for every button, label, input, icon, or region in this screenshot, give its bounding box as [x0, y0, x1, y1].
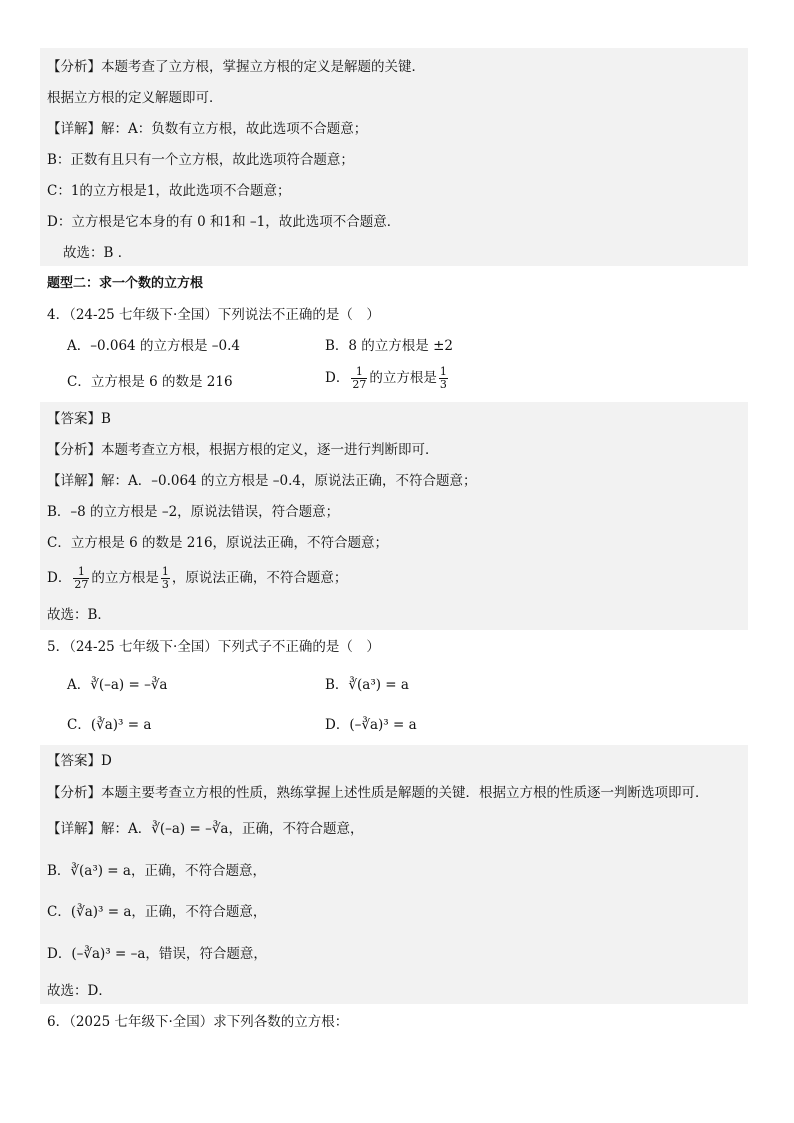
fraction [351, 366, 367, 391]
q4-option-d [325, 366, 450, 391]
q5-detail-d: D．(–∛a)³ = –a，错误，符合题意， [47, 946, 267, 962]
q5-option-b: B．∛(a³) = a [325, 677, 409, 693]
q3-detail-c: C：1的立方根是1，故此选项不合题意； [47, 183, 291, 199]
q4-detail-d-mid: 的立方根是 [91, 570, 159, 586]
fraction-denominator: 27 [352, 378, 367, 391]
q4-analysis: 【分析】本题考查立方根，根据方根的定义，逐一进行判断即可． [47, 442, 439, 458]
q4-option-c: C．立方根是 6 的数是 216 [67, 374, 233, 390]
fraction [73, 566, 89, 591]
q3-method: 根据立方根的定义解题即可． [47, 90, 223, 106]
q4-detail-b: B．–8 的立方根是 –2，原说法错误，符合题意； [47, 504, 340, 520]
q5-choose: 故选：D． [47, 983, 112, 999]
q4-detail-d [47, 566, 347, 591]
q4-stem: 4．（24-25 七年级下·全国）下列说法不正确的是（ ） [47, 307, 380, 323]
fraction-denominator: 27 [74, 578, 89, 591]
fraction [161, 566, 170, 591]
fraction-numerator: 1 [351, 366, 367, 379]
q5-stem: 5．（24-25 七年级下·全国）下列式子不正确的是（ ） [47, 639, 380, 655]
q5-detail-a: 【详解】解：A．∛(–a) = –∛a，正确，不符合题意， [47, 821, 364, 837]
fraction [439, 366, 448, 391]
q4-detail-d-prefix: D． [47, 570, 72, 586]
q3-choose: 故选：B ． [63, 245, 132, 261]
section-title: 题型二：求一个数的立方根 [47, 276, 204, 291]
q3-analysis: 【分析】本题考查了立方根，掌握立方根的定义是解题的关键． [47, 59, 425, 75]
fraction-denominator: 3 [439, 378, 447, 391]
q5-option-a: A．∛(–a) = –∛a [67, 677, 168, 693]
q5-detail-c: C．(∛a)³ = a，正确，不符合题意， [47, 904, 267, 920]
q4-option-d-prefix: D． [325, 370, 350, 386]
q4-choose: 故选：B． [47, 607, 111, 623]
q4-detail-d-suffix: ，原说法正确，不符合题意； [171, 570, 348, 586]
q5-detail-b: B．∛(a³) = a，正确，不符合题意， [47, 863, 266, 879]
q4-option-b: B．8 的立方根是 ±2 [325, 338, 453, 354]
q3-detail-b: B：正数有且只有一个立方根，故此选项符合题意； [47, 152, 354, 168]
q3-detail-d: D：立方根是它本身的有 0 和1和 –1，故此选项不合题意． [47, 214, 401, 230]
fraction-numerator: 1 [161, 565, 169, 578]
fraction-numerator: 1 [439, 365, 447, 378]
fraction-numerator: 1 [73, 566, 89, 579]
q4-answer: 【答案】B [47, 411, 111, 427]
q4-detail-a: 【详解】解：A．–0.064 的立方根是 –0.4，原说法正确，不符合题意； [47, 473, 477, 489]
q5-option-d: D．(–∛a)³ = a [325, 717, 417, 733]
q4-detail-c: C．立方根是 6 的数是 216，原说法正确，不符合题意； [47, 535, 389, 551]
q6-stem: 6．（2025 七年级下·全国）求下列各数的立方根： [47, 1014, 349, 1030]
q4-option-a: A．–0.064 的立方根是 –0.4 [67, 338, 240, 354]
q5-option-c: C．(∛a)³ = a [67, 717, 152, 733]
q5-answer: 【答案】D [47, 753, 112, 769]
fraction-denominator: 3 [161, 578, 169, 591]
q3-detail-a: 【详解】解：A：负数有立方根，故此选项不合题意； [47, 121, 368, 137]
q5-analysis: 【分析】本题主要考查立方根的性质，熟练掌握上述性质是解题的关键．根据立方根的性质逐一判断选项即可． [47, 785, 709, 801]
q4-option-d-mid: 的立方根是 [369, 370, 437, 386]
